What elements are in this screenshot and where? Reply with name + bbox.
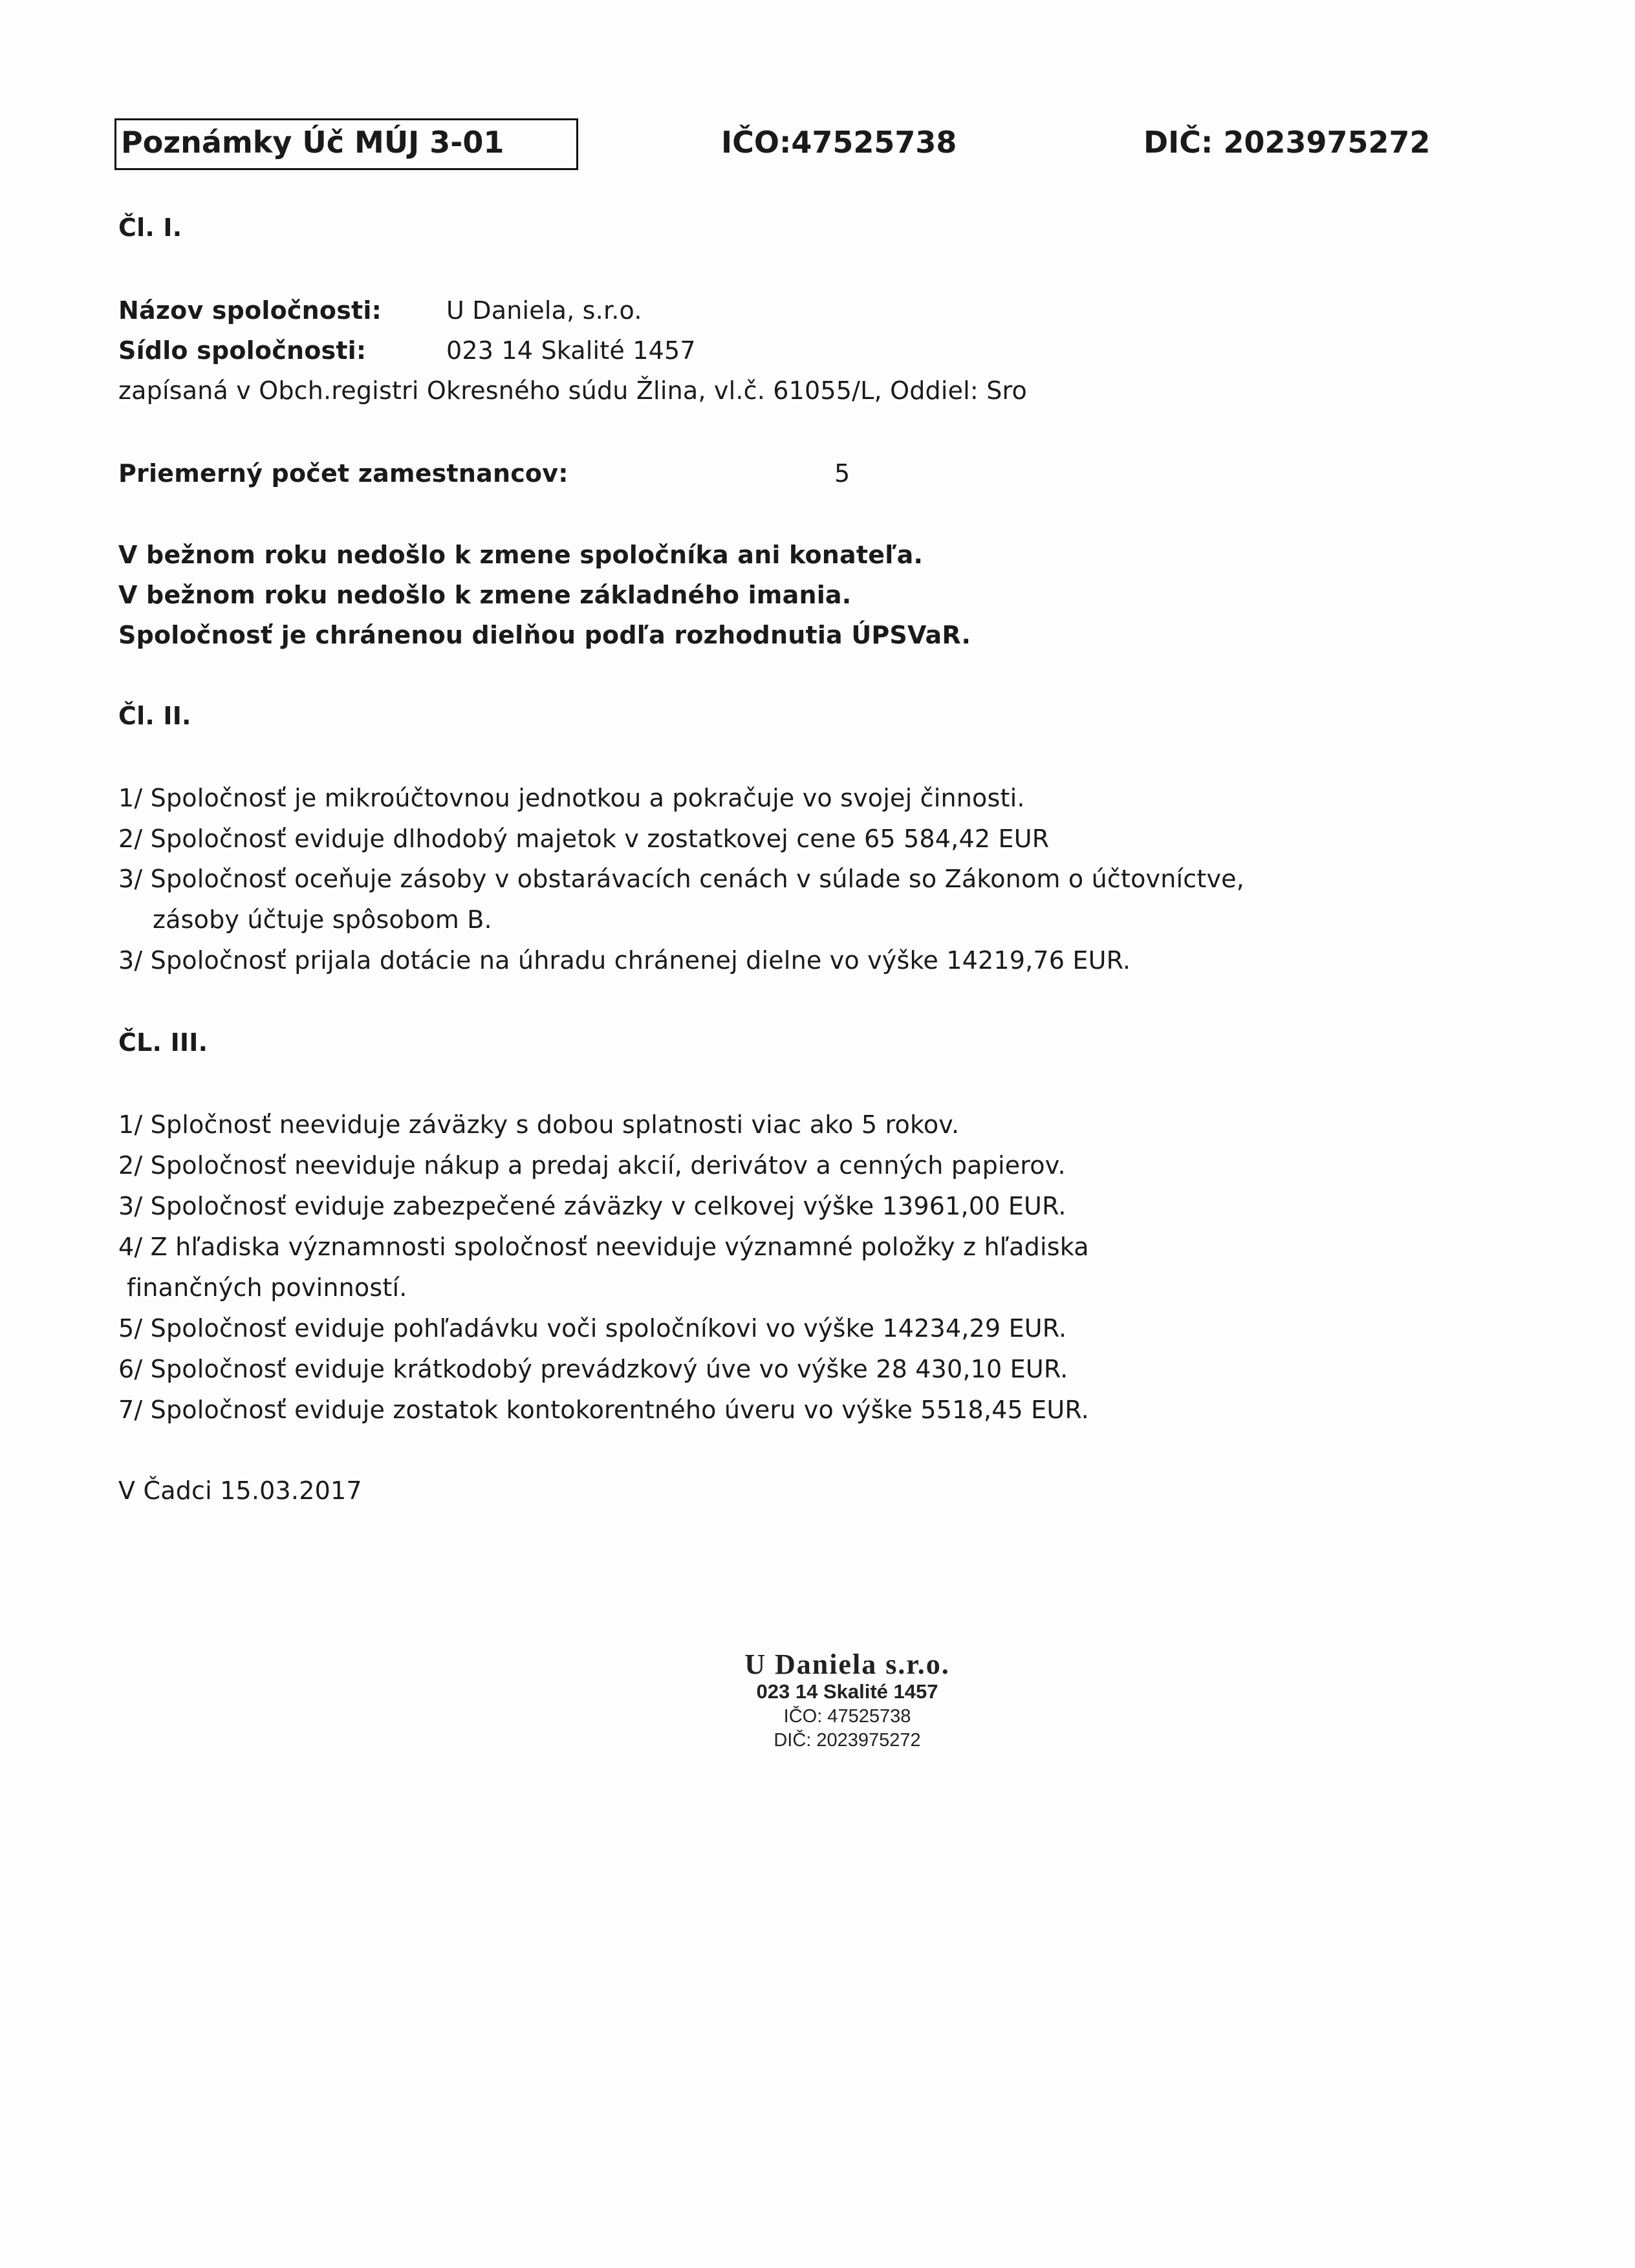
- company-seat-label: Sídlo spoločnosti:: [118, 336, 367, 365]
- section-3-line: finančných povinností.: [127, 1273, 407, 1302]
- company-name-value: U Daniela, s.r.o.: [446, 296, 642, 325]
- company-name-label: Názov spoločnosti:: [118, 296, 382, 325]
- section-2-line: 2/ Spoločnosť eviduje dlhodobý majetok v zostatkovej cene 65 584,42 EUR: [118, 825, 1050, 853]
- place-date: V Čadci 15.03.2017: [118, 1476, 362, 1505]
- section-1-heading: Čl. I.: [118, 213, 182, 242]
- section-3-line: 1/ Splоčnosť neeviduje záväzky s dobou splatnosti viac ako 5 rokov.: [118, 1110, 960, 1139]
- section-2-heading: Čl. II.: [118, 702, 191, 730]
- section-3-line: 7/ Spoločnosť eviduje zostatok kontokorentného úveru vo výške 5518,45 EUR.: [118, 1396, 1089, 1424]
- employees-label: Priemerný počet zamestnancov:: [118, 459, 568, 488]
- section-2-line: 1/ Spoločnosť je mikroúčtovnou jednotkou a pokračuje vo svojej činnosti.: [118, 784, 1025, 812]
- stamp-ico: IČO: 47525738: [783, 1706, 911, 1727]
- ico-header: IČO:47525738: [721, 125, 957, 160]
- note-line: V bežnom roku nedošlo k zmene spoločníka ani konateľa.: [118, 541, 924, 569]
- section-2-line: 3/ Spoločnosť oceňuje zásoby v obstarávacích cenách v súlade so Zákonom o účtovníctve,: [118, 865, 1245, 893]
- section-3-line: 2/ Spoločnosť neeviduje nákup a predaj akcií, derivátov a cenných papierov.: [118, 1151, 1066, 1180]
- section-3-line: 6/ Spoločnosť eviduje krátkodobý prevádzkový úve vo výške 28 430,10 EUR.: [118, 1355, 1068, 1383]
- stamp-address: 023 14 Skalité 1457: [756, 1680, 938, 1703]
- employees-value: 5: [834, 459, 850, 488]
- section-3-line: 4/ Z hľadiska významnosti spoločnosť neeviduje významné položky z hľadiska: [118, 1233, 1089, 1261]
- company-seat-value: 023 14 Skalité 1457: [446, 336, 696, 365]
- section-3-line: 5/ Spoločnosť eviduje pohľadávku voči spoločníkovi vo výške 14234,29 EUR.: [118, 1314, 1067, 1343]
- note-line: Spoločnosť je chránenou dielňou podľa rozhodnutia ÚPSVaR.: [118, 621, 971, 649]
- section-3-line: 3/ Spoločnosť eviduje zabezpečené záväzky v celkovej výške 13961,00 EUR.: [118, 1192, 1067, 1220]
- note-line: V bežnom roku nedošlo k zmene základného imania.: [118, 581, 852, 609]
- form-code: Poznámky Úč MÚJ 3-01: [121, 125, 504, 160]
- registry-line: zapísaná v Obch.registri Okresného súdu Žlina, vl.č. 61055/L, Oddiel: Sro: [118, 376, 1027, 405]
- stamp-dic: DIČ: 2023975272: [774, 1730, 921, 1751]
- section-2-line: zásoby účtuje spôsobom B.: [153, 905, 492, 934]
- stamp-company-name: U Daniela s.r.o.: [744, 1648, 950, 1680]
- section-2-line: 3/ Spoločnosť prijala dotácie na úhradu chránenej dielne vo výške 14219,76 EUR.: [118, 946, 1131, 975]
- section-3-heading: ČL. III.: [118, 1028, 208, 1057]
- dic-header: DIČ: 2023975272: [1143, 125, 1431, 160]
